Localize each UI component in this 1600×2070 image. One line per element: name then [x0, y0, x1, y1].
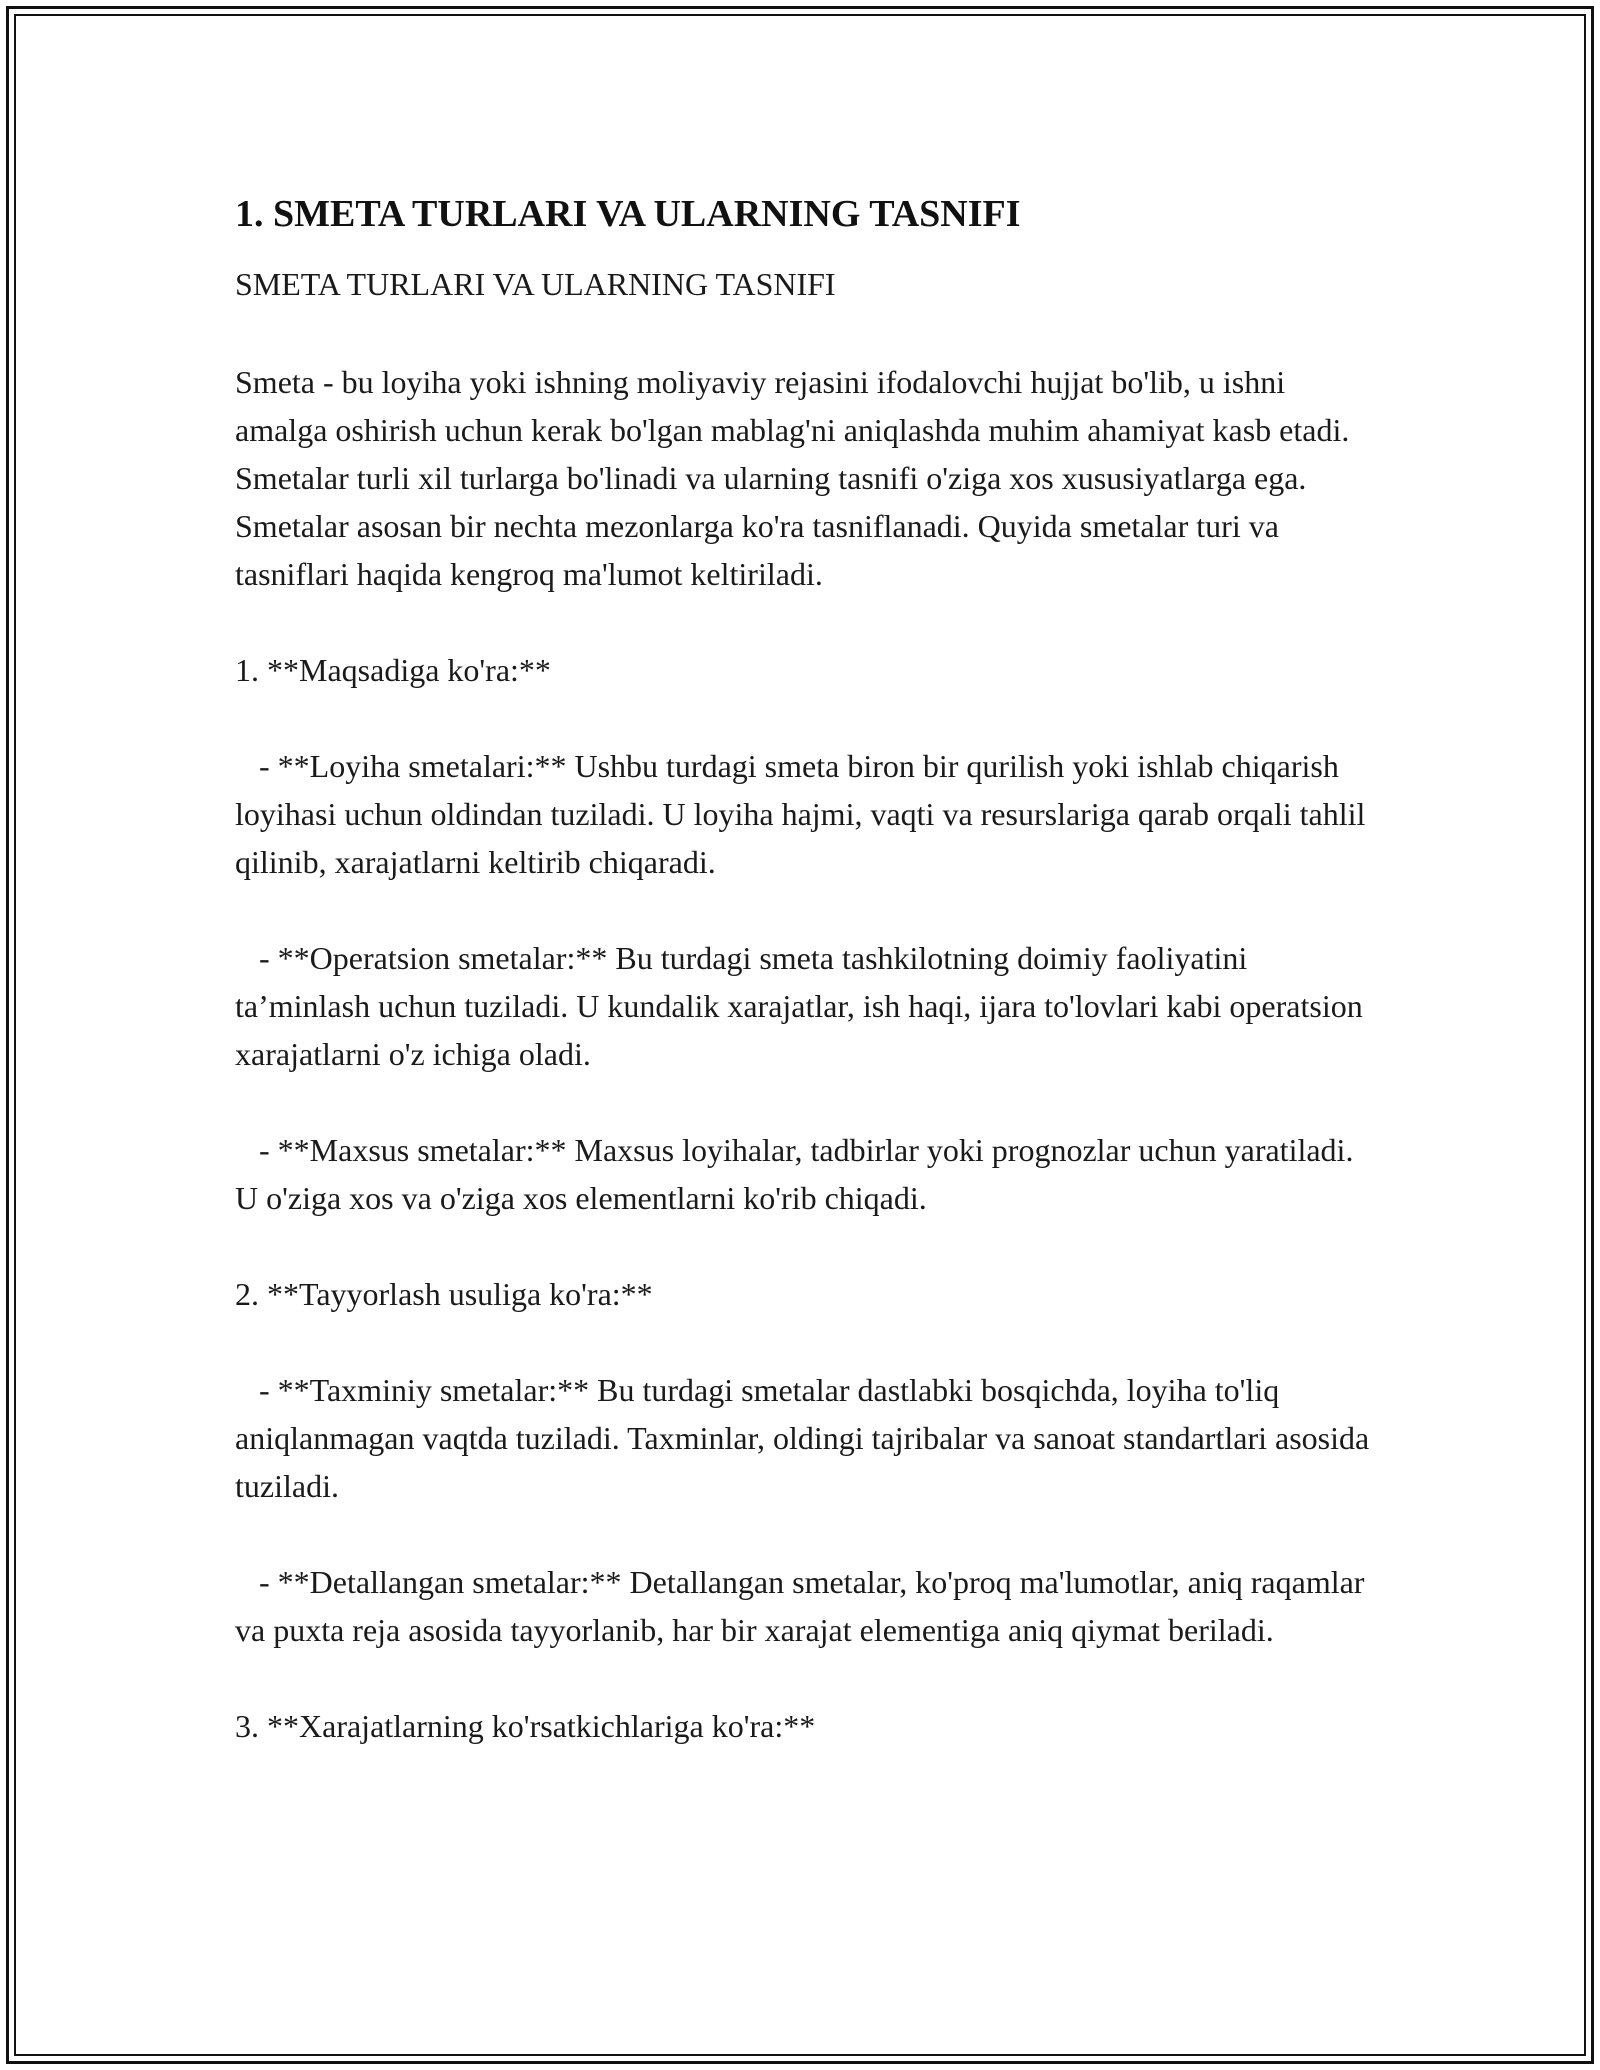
paragraph-gap — [235, 1222, 1375, 1270]
document-body — [235, 190, 1378, 1750]
paragraph-gap — [235, 598, 1375, 646]
list-item-loyiha: - **Loyiha smetalari:** Ushbu turdagi smeta biron bir qurilish yoki ishlab chiqarish loyihasi uchun oldindan tuziladi. U loyiha hajmi, vaqti va resurslariga qarab orqali tahlil qilinib, xarajatlarni keltirib chiqaradi. — [235, 748, 1374, 880]
list-item-taxminiy: - **Taxminiy smetalar:** Bu turdagi smetalar dastlabki bosqichda, loyiha to'liq aniqlanmagan vaqtda tuziladi. Taxminlar, oldingi tajribalar va sanoat standartlari asosida tuziladi. — [235, 1372, 1378, 1504]
document-heading: 1. SMETA TURLARI VA ULARNING TASNIFI — [235, 193, 1021, 235]
section-1-title: 1. **Maqsadiga ko'ra:** — [235, 652, 551, 688]
paragraph-gap — [235, 1654, 1375, 1702]
list-item-maxsus: - **Maxsus smetalar:** Maxsus loyihalar, tadbirlar yoki prognozlar uchun yaratiladi. U o'ziga xos va o'ziga xos elementlarni ko'rib chiqadi. — [235, 1132, 1362, 1216]
paragraph-gap — [235, 1510, 1375, 1558]
section-2-title: 2. **Tayyorlash usuliga ko'ra:** — [235, 1276, 653, 1312]
paragraph-gap — [235, 694, 1375, 742]
list-item-operatsion: - **Operatsion smetalar:** Bu turdagi smeta tashkilotning doimiy faoliyatini ta’minlash uchun tuziladi. U kundalik xarajatlar, ish haqi, ijara to'lovlari kabi operatsion xarajatlarni o'z ichiga oladi. — [235, 940, 1371, 1072]
section-3-title: 3. **Xarajatlarning ko'rsatkichlariga ko'ra:** — [235, 1708, 816, 1744]
paragraph-gap — [235, 1078, 1375, 1126]
intro-paragraph: Smeta - bu loyiha yoki ishning moliyaviy rejasini ifodalovchi hujjat bo'lib, u ishni amalga oshirish uchun kerak bo'lgan mablag'ni aniqlashda muhim ahamiyat kasb etadi. Smetalar turli xil turlarga bo'linadi va ularning tasnifi o'ziga xos xususiyatlarga ega. Smetalar asosan bir nechta mezonlarga ko'ra tasniflanadi. Quyida smetalar turi va tasniflari haqida kengroq ma'lumot keltiriladi. — [235, 364, 1358, 592]
paragraph-gap — [235, 886, 1375, 934]
document-subheading: SMETA TURLARI VA ULARNING TASNIFI — [235, 266, 836, 302]
paragraph-gap — [235, 1318, 1375, 1366]
list-item-detallangan: - **Detallangan smetalar:** Detallangan smetalar, ko'proq ma'lumotlar, aniq raqamlar va puxta reja asosida tayyorlanib, har bir xarajat elementiga aniq qiymat beriladi. — [235, 1564, 1373, 1648]
